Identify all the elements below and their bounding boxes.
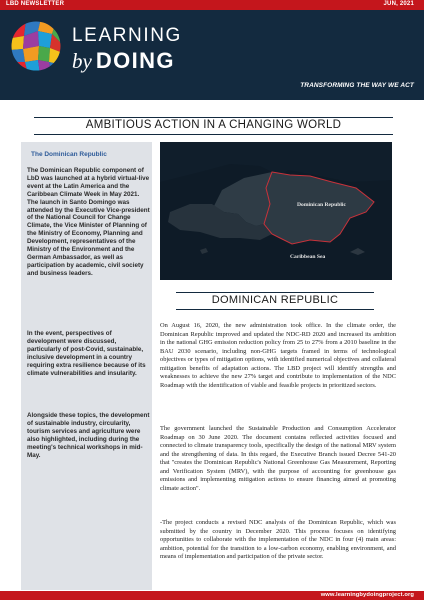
dominican-republic-map xyxy=(160,142,392,280)
brand-learning: LEARNING xyxy=(72,25,182,46)
sidebar-paragraph-1: The Dominican Republic component of LbD was launched at a hybrid virtual-live event at the Latin America and the Caribbean Climate Week in May 2021. The launch in Santo Domingo was attended by the Executive Vice-president of the National Council for Change Climate, the Vice Minister of Planning of the Ministry of Economy, Planning and Development, representatives of the Ministry of the Environment and the German Ambassador, as well as participation by academic, civil society and business leaders. xyxy=(27,167,150,277)
website-link[interactable]: www.learningbydoingproject.org xyxy=(320,592,414,598)
map-image xyxy=(160,142,392,280)
section-title: AMBITIOUS ACTION IN A CHANGING WORLD xyxy=(85,119,342,131)
issue-date: JUN, 2021 xyxy=(383,1,414,7)
sidebar xyxy=(21,142,152,590)
article-paragraph-3: -The project conducts a revised NDC analysis of the Dominican Republic, which was submitted by the country in December 2020. This process focuses on identifying opportunities to collaborate with the implementation of the NDC in four (4) main areas: ambition, potential for the transition to a low-carbon economy, enabling environment, and means of implementation and participation of the private sector. xyxy=(160,519,396,560)
header-banner xyxy=(0,10,424,100)
sidebar-paragraph-2: In the event, perspectives of development were discussed, particularly of post-Covid, sustainable, inclusive development in a country requiring extra resilience because of its climate vulnerabilities and insularity. xyxy=(27,330,146,377)
article-title: DOMINICAN REPUBLIC xyxy=(211,294,339,306)
map-label-country: Dominican Republic xyxy=(297,202,346,208)
article-paragraph-1: On August 16, 2020, the new administration took office. In the climate order, the Dominican Republic improved and updated the NDC-RD 2020 and increased its ambition in the national GHG emission reduction policy from 25 to 27% from a 2010 baseline in the BAU 2030 scenario, including non-GHG targets framed in terms of technological objectives or types of mitigation options, with identified numerical objectives and collateral mitigation benefits of adaptation actions. The LBD project will identify strengths and weaknesses to achieve the new 27% target and contribute to implementation of the NDC Roadmap with the identification of viable and feasible projects in prioritized sectors. xyxy=(160,322,396,389)
footer-bar xyxy=(0,591,424,600)
section-title-box xyxy=(34,117,393,135)
globe-mosaic-icon xyxy=(8,18,66,74)
brand-by: by xyxy=(72,49,92,73)
brand-doing: DOING xyxy=(95,48,175,73)
article-title-box xyxy=(176,292,374,310)
tagline: TRANSFORMING THE WAY WE ACT xyxy=(300,82,414,89)
article-paragraph-2: The government launched the Sustainable Production and Consumption Accelerator Roadmap on 30 June 2020. The document contains reflected activities focused and connected to climate transparency tools, specifically the design of the national MRV system and the strengthening of data. In this regard, the Executive Branch issued Decree 541-20 that "creates the Dominican Republic's National Greenhouse Gas Measurement, Reporting and Verification System (MRV), with the purpose of accounting for greenhouse gas emissions and implementing mitigation actions to ensure financing aimed at promoting climate action". xyxy=(160,425,396,492)
brand-by-doing xyxy=(72,48,175,74)
top-bar xyxy=(0,0,424,10)
sidebar-title: The Dominican Republic xyxy=(31,151,107,158)
map-label-sea: Caribbean Sea xyxy=(290,254,326,260)
newsletter-label: LBD NEWSLETTER xyxy=(6,1,65,7)
sidebar-paragraph-3: Alongside these topics, the development of sustainable industry, circularity, tourism services and agriculture were also highlighted, including during the meeting's technical workshops in mid-May. xyxy=(27,412,150,459)
